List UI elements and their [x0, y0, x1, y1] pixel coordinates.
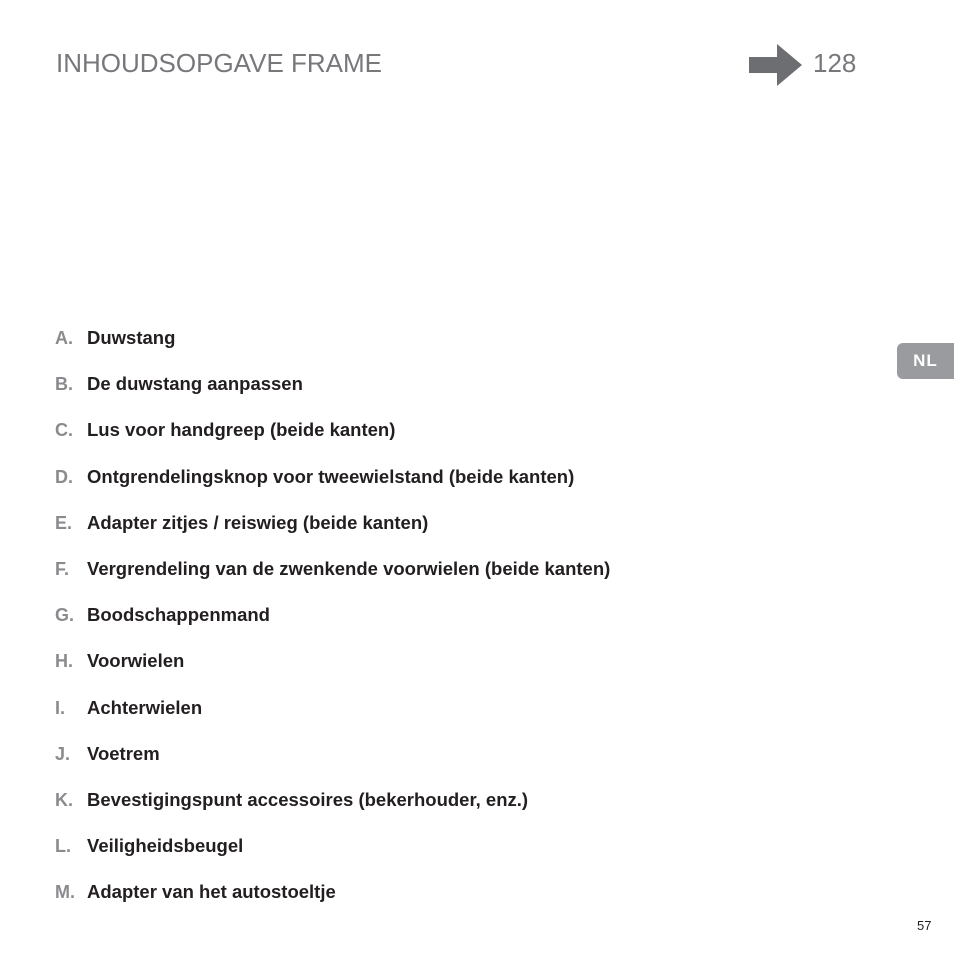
part-letter: M. [55, 882, 75, 903]
list-item [55, 648, 610, 694]
part-label: De duwstang aanpassen [87, 373, 303, 395]
part-label: Duwstang [87, 327, 176, 348]
list-item [55, 787, 610, 833]
list-item [55, 741, 610, 787]
list-item [55, 695, 610, 741]
list-item [55, 833, 610, 879]
parts-list [55, 325, 610, 925]
part-letter: I. [55, 697, 66, 718]
part-letter: C. [55, 420, 73, 441]
part-letter: K. [55, 789, 73, 810]
list-item [55, 510, 610, 556]
list-item [55, 879, 610, 925]
arrow-right-icon [749, 42, 803, 88]
part-label: Adapter van het autostoeltje [87, 881, 336, 903]
page-reference: 128 [813, 48, 857, 78]
list-item [55, 556, 610, 602]
part-label: Voorwielen [87, 650, 185, 672]
part-label: Achterwielen [87, 696, 203, 718]
part-label: Veiligheidsbeugel [87, 835, 244, 857]
list-item [55, 371, 610, 417]
part-letter: J. [55, 743, 71, 764]
part-label: Adapter zitjes / reiswieg (beide kanten) [87, 511, 429, 533]
part-letter: G. [55, 605, 75, 626]
part-label: Boodschappenmand [87, 604, 270, 626]
part-letter: L. [55, 836, 71, 857]
list-item [55, 464, 610, 510]
part-label: Voetrem [87, 742, 160, 764]
list-item [55, 417, 610, 463]
list-item [55, 325, 610, 371]
part-letter: A. [55, 328, 73, 348]
page-title: INHOUDSOPGAVE FRAME [56, 48, 383, 78]
page-number: 57 [917, 918, 932, 933]
part-letter: D. [55, 466, 73, 487]
part-letter: H. [55, 651, 73, 672]
list-item [55, 602, 610, 648]
language-tab: NL [897, 343, 954, 379]
part-label: Bevestigingspunt accessoires (bekerhouder, enz.) [87, 788, 529, 810]
part-letter: B. [55, 374, 73, 395]
part-letter: F. [55, 558, 70, 579]
part-label: Vergrendeling van de zwenkende voorwielen (beide kanten) [87, 557, 611, 579]
part-label: Ontgrendelingsknop voor tweewielstand (beide kanten) [87, 465, 575, 487]
part-label: Lus voor handgreep (beide kanten) [87, 419, 396, 441]
part-letter: E. [55, 512, 73, 533]
